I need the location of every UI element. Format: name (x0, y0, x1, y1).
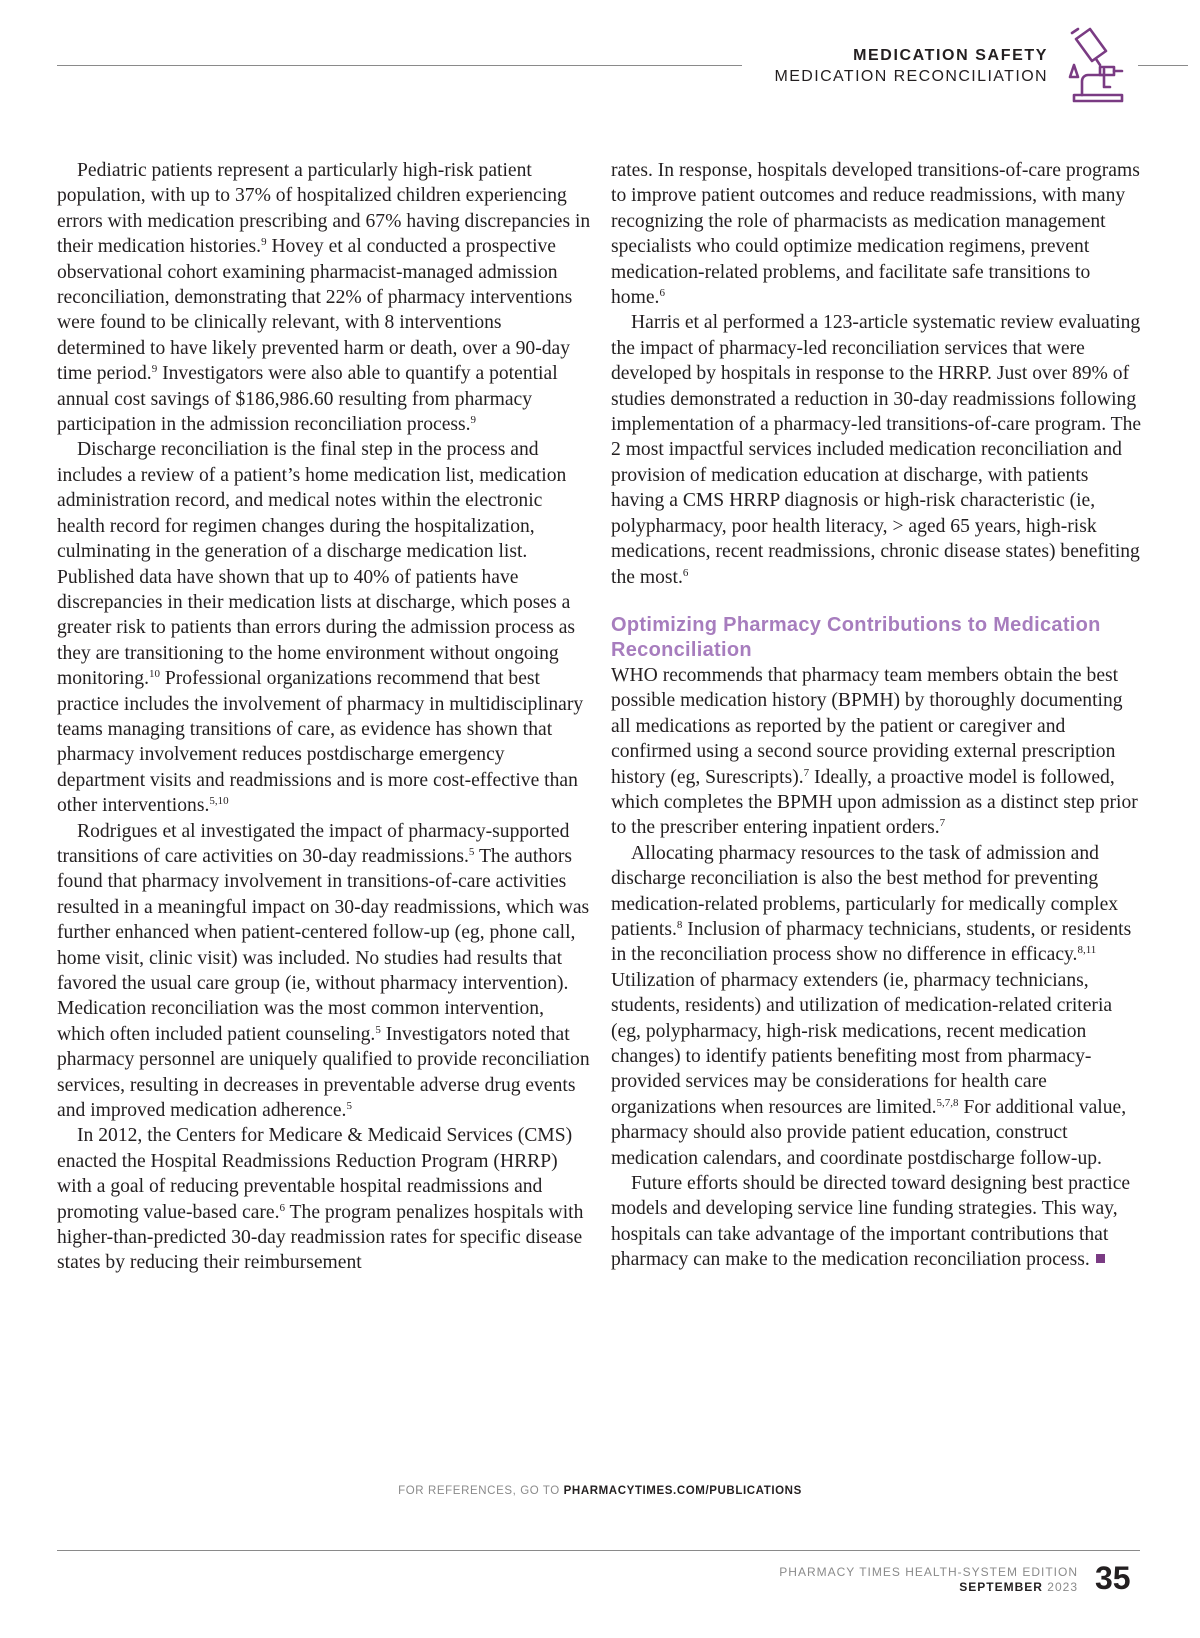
paragraph: Rodrigues et al investigated the impact of pharmacy-supported transitions of care activities on 30-day readmissions.$^5$ The authors found that pharmacy involvement in transitions-of-care activities resulted in a meaningful impact on 30-day readmissions, which was further enhanced when patient-centered follow-up (eg, phone call, home visit, clinic visit) was included. No studies had results that favored the usual care group (ie, without pharmacy intervention). Medication reconciliation was the most common intervention, which often included patient counseling.$^5$ Investigators noted that pharmacy personnel are uniquely qualified to provide reconciliation services, resulting in decreases in preventable adverse drug events and improved medication adherence.$^5$ (57, 820, 590, 1122)
left-column (57, 158, 592, 1276)
publication-name: PHARMACY TIMES HEALTH-SYSTEM EDITION (779, 1565, 1078, 1579)
paragraph: Pediatric patients represent a particularly high-risk patient population, with up to 37% of hospitalized children experiencing errors with medication prescribing and 67% having discrepancies in their medication histories.$^9$ Hovey et al conducted a prospective observational cohort examining pharmacist-managed admission reconciliation, demonstrating that 22% of pharmacy interventions were found to be clinically relevant, with 8 interventions determined to have likely prevented harm or death, over a 90-day time period.$^9$ Investigators were also able to quantify a potential annual cost savings of $186,986.60 resulting from pharmacy participation in the admission reconciliation process.$^9$ (57, 160, 591, 436)
paragraph: WHO recommends that pharmacy team members obtain the best possible medication history (BPMH) by thoroughly documenting all medications as reported by the patient or caregiver and confirmed using a second source providing external prescription history (eg, Surescripts).$^7$ Ideally, a proactive model is followed, which completes the BPMH upon admission as a distinct step prior to the prescriber entering inpatient orders.$^7$ (611, 664, 1138, 839)
microscope-icon (1066, 25, 1130, 105)
subsection-title: MEDICATION RECONCILIATION (774, 68, 1048, 85)
paragraph: Discharge reconciliation is the final step in the process and includes a review of a patient’s home medication list, medication administration record, and medical notes within the electronic health record for regimen changes during the hospitalization, culminating in the generation of a discharge medication list. Published data have shown that up to 40% of patients have discrepancies in their medication lists at discharge, which poses a greater risk to patients than errors during the admission process as they are transitioning to the home environment without ongoing monitoring.$^{10}$ Professional organizations recommend that best practice includes the involvement of pharmacy in multidisciplinary teams managing transitions of care, as evidence has shown that pharmacy involvement reduces postdischarge emergency department visits and readmissions and is more cost-effective than other interventions.$^{5,10}$ (57, 439, 584, 817)
paragraph: In 2012, the Centers for Medicare & Medicaid Services (CMS) enacted the Hospital Readmissions Reduction Program (HRRP) with a goal of reducing preventable hospital readmissions and promoting value-based care.$^6$ The program penalizes hospitals with higher-than-predicted 30-day readmission rates for specific disease states by reducing their reimbursement (57, 1125, 584, 1274)
page-number: 35 (1095, 1560, 1131, 1596)
header-rule-right (1138, 65, 1188, 66)
running-header (774, 46, 1048, 87)
paragraph: Allocating pharmacy resources to the task of admission and discharge reconciliation is also the best method for preventing medication-related problems, particularly for medically complex patients.$^8$ Inclusion of pharmacy technicians, students, or residents in the reconciliation process show no difference in efficacy.$^{8,11}$ Utilization of pharmacy extenders (ie, pharmacy technicians, students, residents) and utilization of medication-related criteria (eg, polypharmacy, high-risk medications, recent medication changes) to identify patients benefiting most from pharmacy-provided services may be considerations for health care organizations when resources are limited.$^{5,7,8}$ For additional value, pharmacy should also provide patient education, construct medication calendars, and coordinate postdischarge follow-up. (611, 842, 1132, 1169)
section-title: MEDICATION SAFETY (853, 47, 1048, 64)
references-note: FOR REFERENCES, GO TO PHARMACYTIMES.COM/PUBLICATIONS (398, 1485, 802, 1497)
paragraph: Harris et al performed a 123-article systematic review evaluating the impact of pharmacy-led reconciliation services that were developed by hospitals in response to the HRRP. Just over 89% of studies demonstrated a reduction in 30-day readmissions following implementation of a pharmacy-led transitions-of-care program. The 2 most impactful services included medication reconciliation and provision of medication education at discharge, with patients having a CMS HRRP diagnosis or high-risk characteristic (ie, polypharmacy, poor health literacy, > aged 65 years, high-risk medications, recent readmissions, chronic disease states) benefiting the most.$^6$ (611, 312, 1142, 588)
footer-rule (57, 1550, 1140, 1551)
references-link[interactable]: PHARMACYTIMES.COM/PUBLICATIONS (563, 1485, 802, 1497)
paragraph: rates. In response, hospitals developed transitions-of-care programs to improve patient outcomes and reduce readmissions, with many recognizing the role of pharmacists as medication management specialists who could optimize medication regimens, prevent medication-related problems, and facilitate safe transitions to home.$^6$ (611, 160, 1140, 309)
issue-month: SEPTEMBER (959, 1580, 1043, 1594)
end-of-article-mark (1096, 1254, 1105, 1263)
footer-publication (779, 1565, 1078, 1595)
header-rule (57, 65, 742, 66)
section-subheading: Optimizing Pharmacy Contributions to Medication Reconciliation (611, 613, 1101, 661)
paragraph: Future efforts should be directed toward designing best practice models and developing service line funding strategies. This way, hospitals can take advantage of the important contributions that pharmacy can make to the medication reconciliation process. (611, 1173, 1131, 1271)
right-column (611, 158, 1146, 1273)
issue-year: 2023 (1047, 1580, 1078, 1594)
